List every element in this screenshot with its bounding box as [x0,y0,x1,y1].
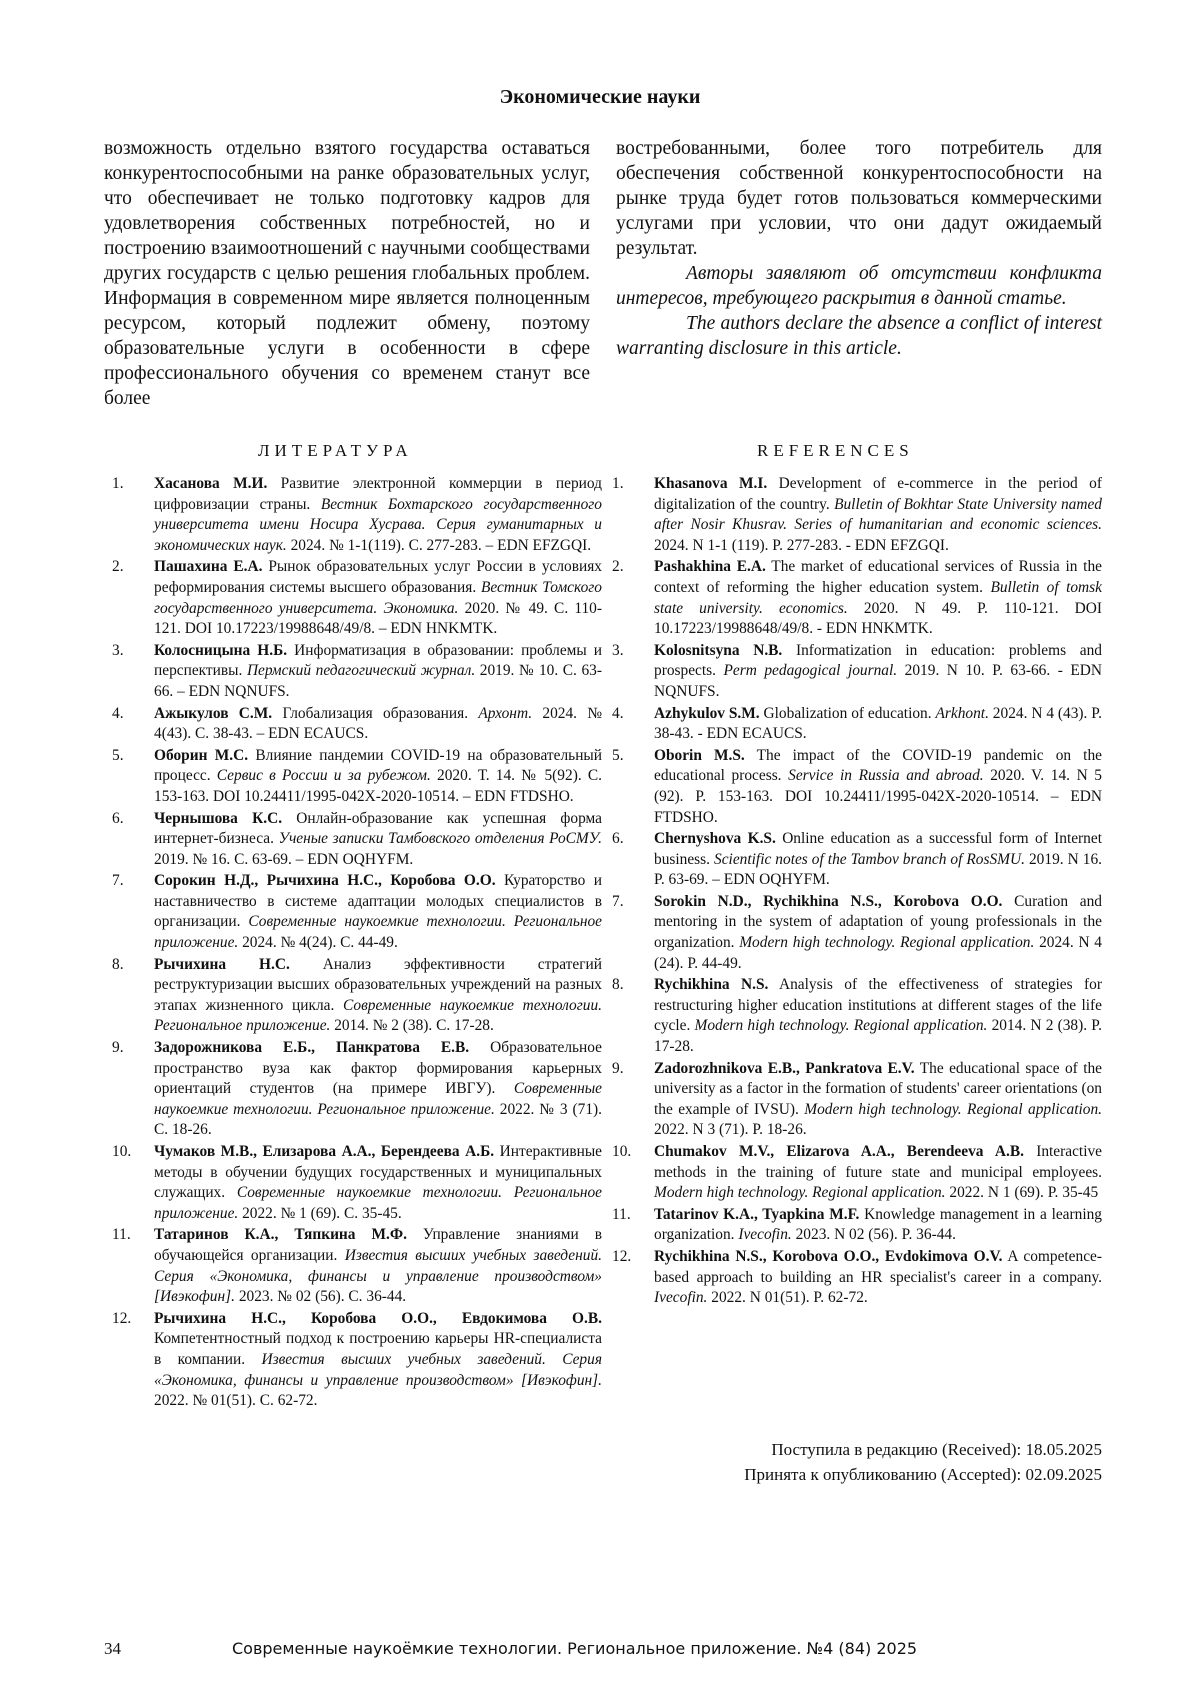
reference-item-authors: Oborin M.S. [654,746,745,764]
reference-item [612,892,1102,974]
reference-item [612,746,1102,828]
reference-item-authors: Pashakhina E.A. [654,558,766,576]
literatura-item-authors: Татаринов К.А., Тяпкина М.Ф. [154,1226,407,1244]
literatura-list [112,474,602,1413]
literatura-item-details: 2019. № 16. С. 63-69. – EDN OQHYFM. [154,850,414,868]
literatura-item-authors: Сорокин Н.Д., Рычихина Н.С., Коробова О.О. [154,872,496,890]
literatura-item [112,1309,602,1412]
article-body [104,136,1102,411]
reference-item-details: 2014. N 2 (38). P. 17-28. [654,1017,1102,1056]
literatura-item-details: 2023. № 02 (56). С. 36-44. [234,1288,407,1306]
reference-item-title: A competence-based approach to building an HR specialist's career in a company. [654,1247,1102,1286]
reference-item-details: 2024. N 4 (24). P. 44-49. [654,934,1102,972]
reference-item-number: 10. [612,1143,632,1160]
reference-item-authors: Rychikhina N.S. [654,976,769,994]
literatura-item-details: 2024. № 1-1(119). С. 277-283. – EDN EFZGQI. [286,536,592,554]
reference-item [612,1059,1102,1141]
literatura-item-text [154,871,602,953]
reference-item-text [654,975,1102,1057]
literatura-item-details: 2024. № 4(24). С. 44-49. [238,934,398,952]
reference-item-authors: Sorokin N.D., Rychikhina N.S., Korobova O.O. [654,892,1003,910]
literatura-item-number: 11. [112,1226,131,1244]
literatura-item-source: Современные наукоемкие технологии. Региональное приложение. [154,1184,603,1222]
received-date: Поступила в редакцию (Received): 18.05.2025 [771,1440,1102,1459]
reference-item [612,1247,1102,1309]
reference-item-title: Online education as a successful form of Internet business. [654,830,1102,868]
reference-item-title: The educational space of the university as a factor in the formation of students' career orientations (on the example of IVSU). [654,1059,1102,1118]
literatura-item-details: 2019. № 10. С. 63-66. – EDN NQNUFS. [154,662,602,700]
literatura-item-text [154,1038,602,1141]
reference-item [612,474,1102,556]
literatura-item-text [154,474,602,556]
literatura-item-text [154,955,602,1037]
literatura-item-text [154,809,602,871]
literatura-item-source: Архонт. [478,704,533,722]
literatura-item-text [154,1309,602,1412]
literatura-item [112,871,602,953]
literatura-item [112,1225,602,1307]
reference-item-source: Ivecofin. [738,1226,792,1244]
reference-item-title: The impact of the COVID-19 pandemic on the educational process. [654,746,1102,785]
literatura-item-details: 2022. № 1 (69). С. 35-45. [238,1204,402,1222]
publication-dates [744,1437,1102,1487]
reference-item-authors: Khasanova M.I. [654,475,768,492]
literatura-item-text [154,746,602,808]
body-left-column [104,136,590,411]
literatura-item-authors: Колосницына Н.Б. [154,641,288,659]
reference-item-details: 2022. N 1 (69). P. 35-45 [945,1184,1099,1202]
reference-item-number: 3. [612,641,624,659]
literatura-item-details: 2024. № 4(43). С. 38-43. – EDN ECAUCS. [154,704,602,743]
reference-item-number: 1. [612,475,624,492]
reference-item-source: Service in Russia and abroad. [788,767,984,785]
reference-item-authors: Zadorozhnikova E.B., Pankratova E.V. [654,1059,915,1077]
literatura-item-title: Кураторство и наставничество в системе адаптации молодых специалистов в организации. [154,872,602,931]
reference-item-title: Interactive methods in the training of future state and municipal employees. [654,1143,1102,1181]
journal-name: Современные наукоёмкие технологии. Региональное приложение. №4 (84) 2025 [232,1639,918,1658]
literatura-item-title: Анализ эффективности стратегий реструктуризации высших образовательных учреждений на разных этапах жизненного цикла. [154,955,602,1014]
reference-item-title: Informatization in education: problems and prospects. [654,641,1103,680]
literatura-item-details: 2014. № 2 (38). С. 17-28. [330,1017,494,1035]
literatura-item-details: 2020. Т. 14. № 5(92). С. 153-163. DOI 10.24411/1995-042X-2020-10514. – EDN FTDSHO. [154,767,602,805]
literatura-item-authors: Оборин М.С. [154,746,249,764]
reference-item-source: Perm pedagogical journal. [723,662,898,680]
literatura-item-details: 2022. № 01(51). С. 62-72. [154,1392,318,1410]
literatura-item-authors: Пашахина Е.А. [154,558,263,576]
reference-item [612,829,1102,891]
literatura-heading: ЛИТЕРАТУРА [258,441,413,460]
literatura-item-number: 5. [112,746,124,764]
reference-item-number: 9. [612,1059,624,1077]
reference-item-authors: Chernyshova K.S. [654,830,776,848]
literatura-item [112,1142,602,1224]
reference-item-text [654,557,1102,639]
reference-item-authors: Chumakov M.V., Elizarova A.A., Berendeeva A.B. [654,1143,1024,1160]
reference-item-title: Analysis of the effectiveness of strategies for restructuring higher education institutions at different stages of the life cycle. [654,976,1102,1035]
reference-item-details: 2024. N 4 (43). P. 38-43. - EDN ECAUCS. [654,704,1102,743]
reference-item-text [654,746,1102,828]
literatura-item-number: 2. [112,558,124,576]
literatura-item-source: Вестник Бохтарского государственного университета имени Носира Хусрава. Серия гуманитарных и экономических наук. [154,495,602,554]
conflict-statement-ru: Авторы заявляют об отсутствии конфликта интересов, требующего раскрытия в данной статье. [616,263,1102,309]
literatura-item [112,955,602,1037]
reference-item-text [654,704,1102,745]
section-header: Экономические науки [499,86,701,108]
literatura-item-source: Современные наукоемкие технологии. Региональное приложение. [154,913,603,952]
reference-item [612,1142,1102,1204]
reference-item-text [654,829,1102,891]
literatura-item-authors: Чумаков М.В., Елизарова А.А., Берендеева А.Б. [154,1143,495,1160]
reference-item-text [654,1205,1102,1246]
literatura-item-title: Онлайн-образование как успешная форма интернет-бизнеса. [154,809,603,848]
literatura-item [112,641,602,703]
literatura-item-title: Глобализация образования. [272,704,479,722]
literatura-item-number: 4. [112,704,124,722]
reference-item-text [654,1059,1102,1141]
reference-item-text [654,892,1102,974]
reference-item [612,641,1102,703]
reference-item-number: 2. [612,558,624,576]
literatura-item-source: Пермский педагогический журнал. [246,662,476,680]
reference-item-authors: Tatarinov K.A., Tyapkina M.F. [654,1205,860,1223]
literatura-item-text [154,704,602,745]
references-heading: REFERENCES [757,441,914,460]
reference-item-details: 2020. V. 14. N 5 (92). P. 153-163. DOI 10.24411/1995-042X-2020-10514. – EDN FTDSHO. [654,767,1102,826]
reference-item-number: 5. [612,746,624,764]
reference-item-source: Modern high technology. Regional application. [694,1017,988,1035]
literatura-item [112,474,602,556]
literatura-item [112,1038,602,1141]
page-number: 34 [104,1639,121,1658]
reference-item-source: Modern high technology. Regional application. [804,1100,1102,1118]
literatura-item-text [154,1142,602,1224]
reference-item-title: Curation and mentoring in the system of adaptation of young professionals in the organization. [654,892,1102,952]
literatura-item-number: 8. [112,955,124,973]
literatura-item-number: 9. [112,1039,124,1057]
reference-item-title: Development of e-commerce in the period of digitalization of the country. [654,475,1102,513]
literatura-item-number: 12. [112,1309,132,1327]
literatura-item-title: Управление знаниями в обучающейся организации. [154,1226,602,1264]
literatura-item-title: Образовательное пространство вуза как фактор формирования карьерных ориентаций студентов (на примере ИВГУ). [154,1039,602,1098]
literatura-item-number: 1. [112,475,124,492]
literatura-item-title: Рынок образовательных услуг России в условиях реформирования системы высшего образования. [154,558,602,596]
reference-item [612,704,1102,745]
literatura-item-source: Вестник Томского государственного университета. Экономика. [154,578,602,617]
body-paragraph-left: возможность отдельно взятого государства оставаться конкурентоспособными на ранке образовательных услуг, что обеспечивает не только подготовку кадров для удовлетворения собственных потребностей, но и построению взаимоотношений с научными сообществами других государств с целью решения глобальных проблем. Информация в современном мире является полноценным ресурсом, который подлежит обмену, поэтому образовательные услуги в особенности в сфере профессионального обучения со временем станут все более [104,138,590,409]
body-paragraph-right: востребованными, более того потребитель для обеспечения собственной конкурентоспособности на рынке труда будет готов пользоваться коммерческими услугами при условии, что они дадут ожидаемый результат. [616,138,1102,259]
literatura-item-title: Компетентностный подход к построению карьеры HR-специалиста в компании. [154,1330,602,1368]
literatura-item-source: Современные наукоемкие технологии. Региональное приложение. [154,1080,602,1118]
literatura-item-authors: Хасанова М.И. [154,475,268,492]
reference-item-title: Knowledge management in a learning organization. [654,1205,1102,1244]
reference-item-authors: Kolosnitsyna N.B. [654,641,783,659]
reference-item-details: 2024. N 1-1 (119). P. 277-283. - EDN EFZGQI. [654,536,949,554]
reference-item-number: 6. [612,830,624,848]
reference-item [612,557,1102,639]
literatura-item-source: Ученые записки Тамбовского отделения РоСМУ. [278,830,602,848]
literatura-item [112,704,602,745]
reference-item-details: 2023. N 02 (56). P. 36-44. [791,1226,956,1244]
reference-item-title: Globalization of education. [759,704,936,722]
reference-item-source: Bulletin of tomsk state university. economics. [654,578,1102,617]
accepted-date: Принята к опубликованию (Accepted): 02.09.2025 [744,1465,1102,1484]
reference-item-details: 2020. N 49. P. 110-121. DOI 10.17223/19988648/49/8. - EDN HNKMTK. [654,599,1103,638]
reference-item-source: Ivecofin. [654,1289,708,1307]
reference-item-text [654,1247,1102,1309]
literatura-item-source: Известия высших учебных заведений. Серия «Экономика, финансы и управление производством» [Ивэкофин]. [154,1350,602,1389]
reference-item-source: Arkhont. [935,704,989,722]
reference-item-number: 8. [612,976,624,994]
literatura-item [112,809,602,871]
literatura-item-text [154,1225,602,1307]
literatura-item-title: Развитие электронной коммерции в период цифровизации страны. [154,475,602,513]
literatura-item-number: 7. [112,872,124,890]
reference-item-details: 2019. N 10. P. 63-66. - EDN NQNUFS. [654,662,1102,700]
reference-item-title: The market of educational services of Russia in the context of reforming the higher education system. [654,558,1102,596]
literatura-item-authors: Ажыкулов С.М. [154,704,273,722]
reference-item-details: 2019. N 16. P. 63-69. – EDN OQHYFM. [654,850,1102,889]
literatura-item-text [154,641,602,703]
literatura-item-title: Информатизация в образовании: проблемы и перспективы. [154,641,603,680]
reference-item-details: 2022. N 01(51). P. 62-72. [707,1289,868,1307]
literatura-item-title: Влияние пандемии COVID-19 на образовательный процесс. [154,746,603,785]
reference-item-number: 12. [612,1247,632,1265]
literatura-item-title: Интерактивные методы в обучении будущих государственных и муниципальных служащих. [154,1143,602,1202]
reference-item-number: 4. [612,704,624,722]
reference-item-authors: Rychikhina N.S., Korobova O.O., Evdokimova O.V. [654,1247,1003,1265]
reference-item-text [654,474,1102,556]
literatura-item-number: 3. [112,641,124,659]
reference-item-number: 11. [612,1205,631,1223]
conflict-statement-en: The authors declare the absence a conflict of interest warranting disclosure in this article. [616,313,1102,359]
reference-item-source: Modern high technology. Regional application. [654,1184,946,1202]
literatura-item-number: 6. [112,809,124,827]
reference-item-authors: Azhykulov S.M. [654,704,760,722]
reference-item-text [654,1142,1102,1204]
literatura-item-authors: Рычихина Н.С., Коробова О.О., Евдокимова О.В. [154,1309,602,1327]
reference-item-text [654,641,1102,703]
literatura-item [112,746,602,808]
reference-item-details: 2022. N 3 (71). P. 18-26. [654,1121,807,1139]
literatura-item-authors: Задорожникова Е.Б., Панкратова Е.В. [154,1039,470,1057]
reference-item [612,975,1102,1057]
reference-item-number: 7. [612,892,624,910]
literatura-item-authors: Рычихина Н.С. [154,955,290,973]
literatura-item [112,557,602,639]
reference-item [612,1205,1102,1246]
literatura-item-number: 10. [112,1143,132,1160]
body-right-column [616,136,1102,411]
reference-item-source: Scientific notes of the Tambov branch of RosSMU. [714,850,1025,868]
literatura-item-details: 2022. № 3 (71). С. 18-26. [154,1100,602,1139]
literatura-item-source: Современные наукоемкие технологии. Региональное приложение. [154,996,602,1035]
literatura-item-details: 2020. № 49. С. 110-121. DOI 10.17223/19988648/49/8. – EDN HNKMTK. [154,599,602,638]
literatura-item-text [154,557,602,639]
reference-item-source: Modern high technology. Regional application. [739,934,1035,952]
literatura-item-source: Известия высших учебных заведений. Серия «Экономика, финансы и управление производством» [Ивэкофин]. [154,1246,602,1306]
literatura-item-authors: Чернышова К.С. [154,809,283,827]
literatura-item-source: Сервис в России и за рубежом. [216,767,431,785]
reference-item-source: Bulletin of Bokhtar State University named after Nosir Khusrav. Series of humanitarian and economic sciences. [654,495,1102,534]
references-list [612,474,1102,1310]
